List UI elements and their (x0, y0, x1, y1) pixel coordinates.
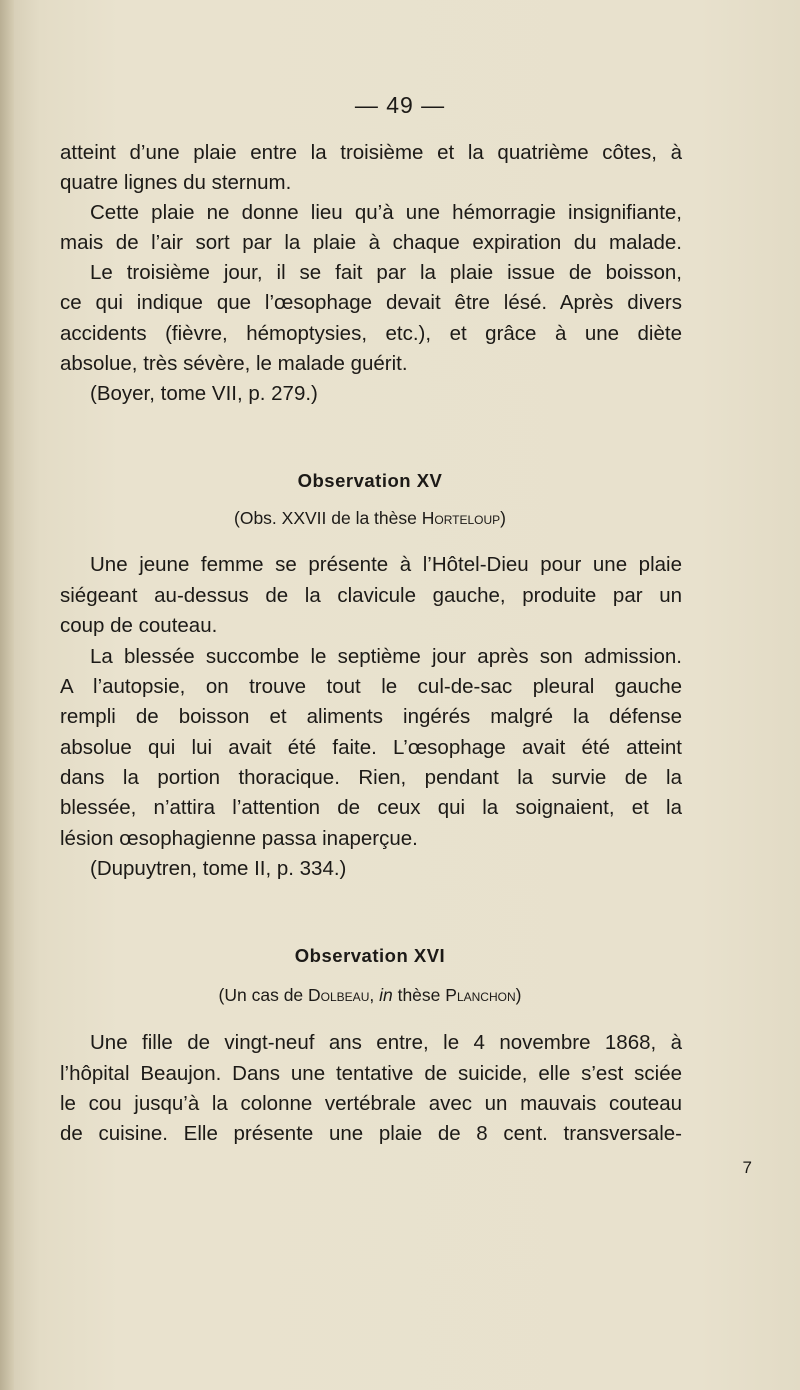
section-subheading: (Un cas de Dolbeau, in thèse Planchon) (218, 985, 522, 1005)
text-line: Une jeune femme se présente à l’Hôtel-Dieu pour une plaie (90, 553, 682, 576)
text-line: ce qui indique que l’œsophage devait être lésé. Après divers (60, 291, 682, 314)
text-line: lésion œsophagienne passa inaperçue. (60, 827, 418, 850)
text-line: l’hôpital Beaujon. Dans une tentative de suicide, elle s’est sciée (60, 1062, 682, 1085)
text-line: le cou jusqu’à la colonne vertébrale avec un mauvais couteau (60, 1092, 682, 1115)
text-line: absolue qui lui avait été faite. L’œsophage avait été atteint (60, 736, 682, 759)
text-line: La blessée succombe le septième jour après son admission. (90, 645, 682, 668)
text-line: de cuisine. Elle présente une plaie de 8 cent. transversale- (60, 1122, 682, 1145)
page-binding-shadow (0, 0, 14, 1390)
text-line: siégeant au-dessus de la clavicule gauche, produite par un (60, 584, 682, 607)
citation: (Dupuytren, tome II, p. 334.) (90, 857, 347, 880)
text-line: dans la portion thoracique. Rien, pendant la survie de la (60, 766, 682, 789)
section-subheading: (Obs. XXVII de la thèse Horteloup) (234, 508, 506, 528)
text-line: A l’autopsie, on trouve tout le cul-de-sac pleural gauche (60, 675, 682, 698)
text-line: coup de couteau. (60, 614, 218, 637)
text-line: accidents (fièvre, hémoptysies, etc.), et grâce à une diète (60, 322, 682, 345)
page-number: — 49 — (354, 92, 446, 118)
text-line: quatre lignes du sternum. (60, 171, 292, 194)
citation: (Boyer, tome VII, p. 279.) (90, 382, 318, 405)
section-heading: Observation XVI (294, 945, 446, 966)
text-line: rempli de boisson et aliments ingérés malgré la défense (60, 705, 682, 728)
text-line: Cette plaie ne donne lieu qu’à une hémorragie insignifiante, (90, 201, 682, 224)
text-line: blessée, n’attira l’attention de ceux qui la soignaient, et la (60, 796, 682, 819)
text-line: Une fille de vingt-neuf ans entre, le 4 novembre 1868, à (90, 1031, 682, 1054)
text-line: mais de l’air sort par la plaie à chaque expiration du malade. (60, 231, 682, 254)
signature-mark: 7 (742, 1158, 752, 1177)
section-heading: Observation XV (297, 470, 443, 491)
text-line: absolue, très sévère, le malade guérit. (60, 352, 408, 375)
text-line: Le troisième jour, il se fait par la plaie issue de boisson, (90, 261, 682, 284)
text-line: atteint d’une plaie entre la troisième et la quatrième côtes, à (60, 141, 682, 164)
